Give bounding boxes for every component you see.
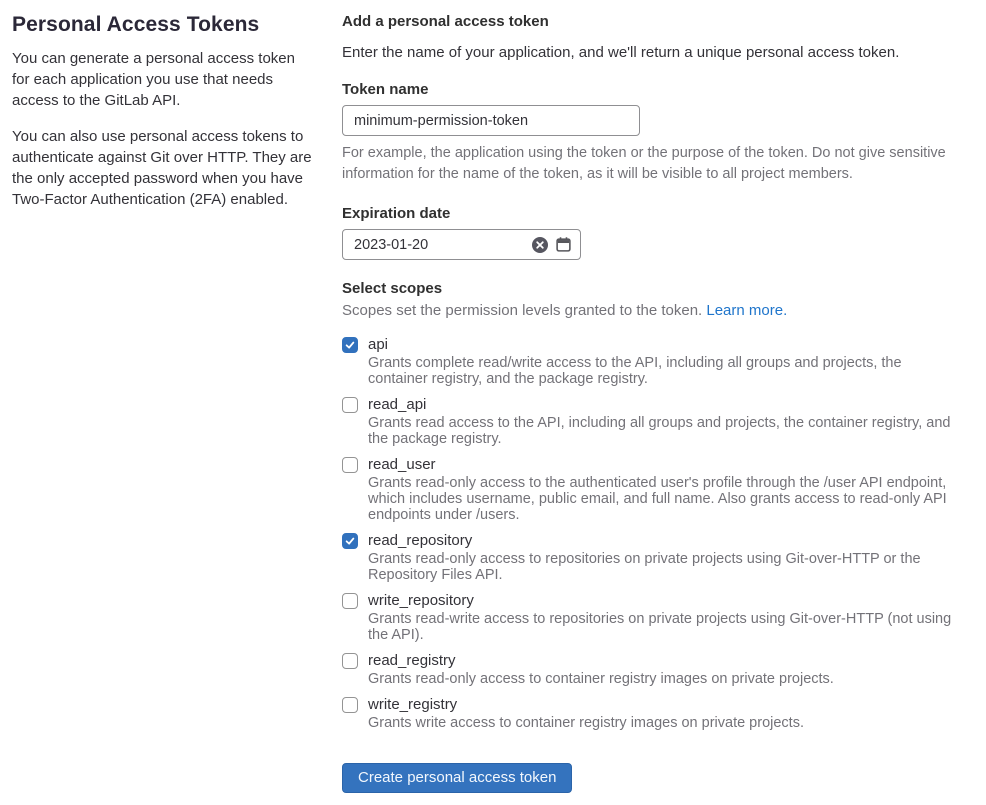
scope-description: Grants read-only access to repositories on private projects using Git-over-HTTP or the Repository Files API. <box>368 551 921 583</box>
scope-item-write_registry <box>342 695 963 731</box>
scope-description: Grants read access to the API, including all groups and projects, the container registry, and the package registry. <box>368 415 951 447</box>
scope-item-read_registry <box>342 651 963 687</box>
expiration-date-label: Expiration date <box>342 205 451 222</box>
clear-date-icon[interactable] <box>531 236 549 254</box>
scope-description: Grants read-only access to container registry images on private projects. <box>368 671 834 687</box>
expiration-date-group <box>342 204 963 260</box>
scope-checkbox-api[interactable] <box>342 337 358 353</box>
learn-more-link[interactable]: Learn more. <box>706 302 788 319</box>
scope-label[interactable]: read_api <box>368 396 427 413</box>
expiration-date-input[interactable] <box>354 237 525 253</box>
scopes-help-text <box>342 300 963 321</box>
scope-checkbox-read_repository[interactable] <box>342 533 358 549</box>
check-icon <box>344 339 356 351</box>
scope-label[interactable]: read_user <box>368 456 436 473</box>
token-name-label: Token name <box>342 81 429 98</box>
section-description-paragraph: You can generate a personal access token for each application you use that needs access to the GitLab API. <box>12 50 295 109</box>
create-token-button[interactable]: Create personal access token <box>342 763 572 793</box>
select-scopes-label: Select scopes <box>342 280 443 297</box>
scope-description: Grants read-write access to repositories on private projects using Git-over-HTTP (not using the API). <box>368 611 952 643</box>
scope-label[interactable]: write_repository <box>368 592 474 609</box>
scope-checkbox-read_api[interactable] <box>342 397 358 413</box>
section-description-paragraph: You can also use personal access tokens to authenticate against Git over HTTP. They are the only accepted password when you have Two-Factor Authentication (2FA) enabled. <box>12 128 312 208</box>
scope-item-read_api <box>342 395 963 447</box>
form-intro-text: Enter the name of your application, and we'll return a unique personal access token. <box>342 44 900 61</box>
form-heading: Add a personal access token <box>342 13 549 30</box>
settings-section-description <box>12 12 314 793</box>
scope-label[interactable]: read_repository <box>368 532 473 549</box>
token-name-group <box>342 80 963 185</box>
scope-checkbox-write_repository[interactable] <box>342 593 358 609</box>
scope-description: Grants write access to container registry images on private projects. <box>368 715 804 731</box>
scopes-help-leading: Scopes set the permission levels granted to the token. <box>342 302 707 319</box>
scope-checkbox-read_registry[interactable] <box>342 653 358 669</box>
expiration-date-field <box>342 229 581 260</box>
page-title: Personal Access Tokens <box>12 13 260 36</box>
scope-label[interactable]: write_registry <box>368 696 458 713</box>
add-token-form <box>342 12 963 793</box>
calendar-icon[interactable] <box>555 236 572 253</box>
token-name-input[interactable] <box>342 105 640 136</box>
scope-item-read_user <box>342 455 963 523</box>
check-icon <box>344 535 356 547</box>
scope-label[interactable]: read_registry <box>368 652 456 669</box>
scope-description: Grants complete read/write access to the API, including all groups and projects, the container registry, and the package registry. <box>368 355 902 387</box>
scope-checkbox-write_registry[interactable] <box>342 697 358 713</box>
scope-item-write_repository <box>342 591 963 643</box>
scope-item-read_repository <box>342 531 963 583</box>
scope-label[interactable]: api <box>368 336 389 353</box>
select-scopes-group <box>342 279 963 731</box>
scope-checkbox-read_user[interactable] <box>342 457 358 473</box>
scope-description: Grants read-only access to the authenticated user's profile through the /user API endpoint, which includes username, public email, and full name. Also grants access to read-only API endpoints under /users. <box>368 475 947 523</box>
scope-item-api <box>342 335 963 387</box>
token-name-help: For example, the application using the token or the purpose of the token. Do not give sensitive information for the name of the token, as it will be visible to all project members. <box>342 145 946 182</box>
